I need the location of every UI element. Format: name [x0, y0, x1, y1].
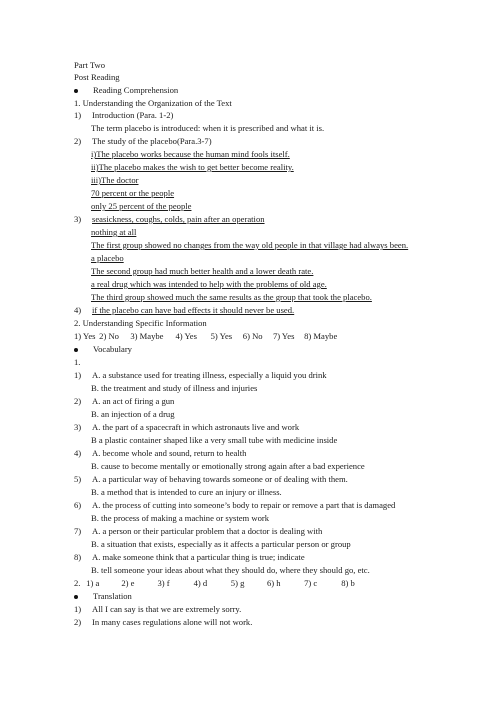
vocabulary-heading: Vocabulary	[93, 344, 132, 354]
bullet-icon	[74, 595, 78, 599]
reading-comprehension-heading: Reading Comprehension	[93, 85, 179, 95]
vocab-item: 5) A. a particular way of behaving towards someone or of dealing with them.	[74, 474, 348, 484]
section-2-title: 2. Understanding Specific Information	[74, 318, 207, 328]
vocab-definition: B. the process of making a machine or system work	[91, 513, 270, 523]
vocab-part-1-title: 1.	[74, 357, 81, 367]
list-subitem: 70 percent or the people	[91, 188, 175, 198]
list-subitem: ii)The placebo makes the wish to get better become reality.	[91, 162, 294, 172]
list-subitem: only 25 percent of the people	[91, 201, 192, 211]
vocab-definition: B. an injection of a drug	[91, 409, 175, 419]
answer-row: 1) Yes 2) No 3) Maybe 4) Yes 5) Yes 6) No 7) Yes 8) Maybe	[74, 331, 338, 341]
vocab-item: 6) A. the process of cutting into someone’s body to repair or remove a part that is damaged	[74, 500, 396, 510]
list-subitem: iii)The doctor	[91, 175, 139, 185]
list-subitem: nothing at all	[91, 227, 137, 237]
vocab-definition: B a plastic container shaped like a very small tube with medicine inside	[91, 435, 338, 445]
list-subitem: The second group had much better health and a lower death rate.	[91, 266, 314, 276]
translation-heading: Translation	[93, 591, 132, 601]
list-item: 2) The study of the placebo(Para.3-7)	[74, 136, 212, 146]
translation-item: 2) In many cases regulations alone will not work.	[74, 617, 253, 627]
vocab-definition: B. a situation that exists, especially as it affects a particular person or group	[91, 539, 351, 549]
section-1-title: 1. Understanding the Organization of the Text	[74, 98, 232, 108]
bullet-icon	[74, 348, 78, 352]
vocab-definition: B. a method that is intended to cure an injury or illness.	[91, 487, 282, 497]
list-subitem: i)The placebo works because the human mind fools itself.	[91, 149, 290, 159]
vocab-answer-row: 2. 1) a 2) e 3) f 4) d 5) g 6) h 7) c 8) b	[74, 578, 355, 588]
list-subitem: a placebo	[91, 253, 124, 263]
vocab-item: 4) A. become whole and sound, return to health	[74, 448, 247, 458]
vocab-item: 8) A. make someone think that a particular thing is true; indicate	[74, 552, 305, 562]
vocab-item: 1) A. a substance used for treating illness, especially a liquid you drink	[74, 370, 327, 380]
vocab-definition: B. tell someone your ideas about what they should do, where they should go, etc.	[91, 565, 370, 575]
vocab-item: 3) A. the part of a spacecraft in which astronauts live and work	[74, 422, 300, 432]
list-subitem: The first group showed no changes from the way old people in that village had always been.	[91, 240, 409, 250]
list-item: 1) Introduction (Para. 1-2)	[74, 110, 174, 120]
list-item: 4) if the placebo can have bad effects it should never be used.	[74, 305, 295, 315]
vocab-definition: B. the treatment and study of illness and injuries	[91, 383, 258, 393]
vocab-item: 2) A. an act of firing a gun	[74, 396, 175, 406]
bullet-icon	[74, 89, 78, 93]
vocab-definition: B. cause to become mentally or emotionally strong again after a bad experience	[91, 461, 365, 471]
list-subitem: The third group showed much the same results as the group that took the placebo.	[91, 292, 372, 302]
list-item: 3) seasickness, coughs, colds, pain after an operation	[74, 214, 265, 224]
post-reading-heading: Post Reading	[74, 72, 120, 82]
list-subitem: a real drug which was intended to help with the problems of old age.	[91, 279, 327, 289]
translation-item: 1) All I can say is that we are extremely sorry.	[74, 604, 242, 614]
list-subitem: The term placebo is introduced: when it is prescribed and what it is.	[91, 123, 325, 133]
vocab-item: 7) A. a person or their particular problem that a doctor is dealing with	[74, 526, 323, 536]
part-title: Part Two	[74, 60, 105, 70]
